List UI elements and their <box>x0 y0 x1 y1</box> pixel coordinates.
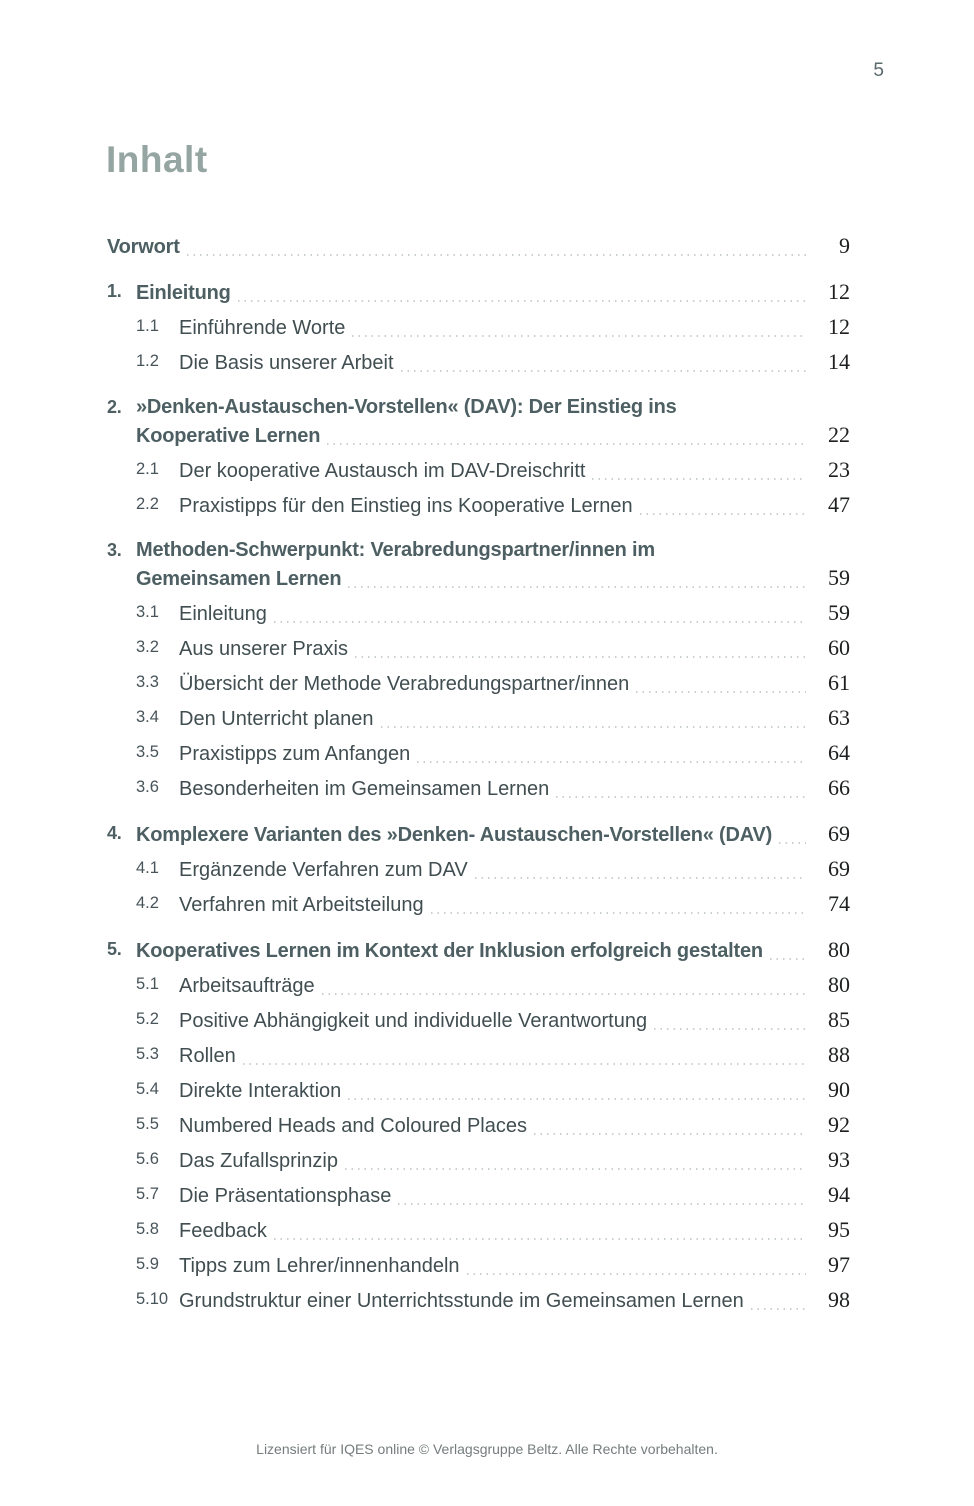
toc-entry-page: 92 <box>828 1112 850 1137</box>
toc-entry-page: 93 <box>828 1147 850 1172</box>
toc-entry-label: Besonderheiten im Gemeinsamen Lernen <box>179 778 550 800</box>
toc-entry-page: 60 <box>828 635 850 660</box>
toc-entry-content <box>179 739 850 768</box>
toc-entry-number: 4. <box>107 823 122 843</box>
toc-entry-line1 <box>136 820 850 849</box>
toc-entry-page: 69 <box>828 821 850 846</box>
dot-leader <box>779 842 806 844</box>
toc-entry-content <box>179 1251 850 1280</box>
toc-entry-label-line2: Kooperative Lernen <box>136 425 321 447</box>
dot-leader <box>348 1098 806 1100</box>
toc-entry-number: 5.6 <box>136 1150 159 1168</box>
toc-entry-line1 <box>136 936 850 965</box>
toc-entry-label: Einleitung <box>179 603 267 625</box>
toc-entry-line1 <box>179 634 850 663</box>
dot-leader <box>238 300 806 302</box>
toc-entry-line1 <box>179 1216 850 1245</box>
toc-entry <box>107 491 850 520</box>
toc-entry <box>107 634 850 663</box>
toc-entry-label: Komplexere Varianten des »Denken- Austauschen-Vorstellen« (DAV) <box>136 824 773 846</box>
toc-entry-content <box>179 855 850 884</box>
toc-entry-line1 <box>179 890 850 919</box>
toc-entry-number: 5.1 <box>136 975 159 993</box>
toc-entry-page: 23 <box>828 457 850 482</box>
toc-entry-number: 5.9 <box>136 1255 159 1273</box>
dot-leader <box>431 912 806 914</box>
toc-entry-number: 2. <box>107 397 122 417</box>
toc-entry-line1 <box>136 537 850 564</box>
toc-entry <box>107 1111 850 1140</box>
toc-entry-line1 <box>136 394 850 421</box>
folio-page-number: 5 <box>873 60 884 81</box>
page-title: Inhalt <box>106 138 208 180</box>
toc-entry-label: Praxistipps zum Anfangen <box>179 743 411 765</box>
toc-entry-line1 <box>179 1111 850 1140</box>
toc-entry-label: »Denken-Austauschen-Vorstellen« (DAV): Der Einstieg ins <box>136 396 677 418</box>
toc-entry-number: 1. <box>107 281 122 301</box>
toc-entry-label: Das Zufallsprinzip <box>179 1150 338 1172</box>
dot-leader <box>327 443 806 445</box>
dot-leader <box>348 586 806 588</box>
toc-entry <box>107 890 850 919</box>
toc-entry <box>107 1076 850 1105</box>
toc-entry-page: 98 <box>828 1287 850 1312</box>
toc-entry-content <box>179 348 850 377</box>
toc-entry-number: 1.1 <box>136 317 159 335</box>
toc-entry-content <box>136 820 850 849</box>
toc-entry-page: 80 <box>828 972 850 997</box>
toc-entry-content <box>179 599 850 628</box>
toc-entry <box>107 278 850 307</box>
dot-leader <box>401 370 806 372</box>
dot-leader <box>640 513 806 515</box>
toc-entry-line1 <box>179 739 850 768</box>
toc-entry-number: 3.5 <box>136 743 159 761</box>
toc-entry <box>107 456 850 485</box>
toc-entry-number: 1.2 <box>136 352 159 370</box>
toc-entry-line1 <box>179 599 850 628</box>
toc-entry-page: 90 <box>828 1077 850 1102</box>
toc-entry-line1 <box>179 1181 850 1210</box>
toc-entry-number: 5. <box>107 939 122 959</box>
toc-entry-page: 74 <box>828 891 850 916</box>
toc-entry <box>107 1181 850 1210</box>
toc-entry-label: Kooperatives Lernen im Kontext der Inklusion erfolgreich gestalten <box>136 940 763 962</box>
toc-entry-number: 5.10 <box>136 1290 169 1308</box>
toc-entry-page: 97 <box>828 1252 850 1277</box>
toc-entry <box>107 348 850 377</box>
toc-entry-content <box>136 537 850 593</box>
dot-leader <box>534 1133 806 1135</box>
toc-entry-content <box>179 1006 850 1035</box>
toc-entry-number: 5.2 <box>136 1010 159 1028</box>
toc-entry-label: Ergänzende Verfahren zum DAV <box>179 859 468 881</box>
dot-leader <box>654 1028 806 1030</box>
toc-entry-label: Der kooperative Austausch im DAV-Dreischritt <box>179 460 586 482</box>
toc-entry-content <box>179 313 850 342</box>
toc-entry <box>107 971 850 1000</box>
toc-entry-number: 5.3 <box>136 1045 159 1063</box>
toc-entry-line1 <box>179 348 850 377</box>
toc-entry-page: 22 <box>828 422 850 447</box>
toc-entry-number: 3.1 <box>136 603 159 621</box>
dot-leader <box>322 993 806 995</box>
toc-entry-label: Den Unterricht planen <box>179 708 374 730</box>
toc-entry-number: 4.1 <box>136 859 159 877</box>
toc-entry-number: 5.8 <box>136 1220 159 1238</box>
toc-entry-page: 9 <box>839 233 850 258</box>
toc-entry <box>107 739 850 768</box>
toc-entry-content <box>179 634 850 663</box>
toc-entry-label: Aus unserer Praxis <box>179 638 348 660</box>
toc-entry-line1 <box>107 232 850 261</box>
toc-entry-label: Vorwort <box>107 236 180 258</box>
toc-entry-label: Grundstruktur einer Unterrichtsstunde im Gemeinsamen Lernen <box>179 1290 744 1312</box>
toc-entry-content <box>179 1041 850 1070</box>
toc-entry-number: 5.5 <box>136 1115 159 1133</box>
toc-entry-label-line2: Gemeinsamen Lernen <box>136 568 342 590</box>
toc-entry-page: 69 <box>828 856 850 881</box>
dot-leader <box>355 656 806 658</box>
dot-leader <box>770 958 806 960</box>
toc-entry-label: Arbeitsaufträge <box>179 975 315 997</box>
toc-entry-line1 <box>136 278 850 307</box>
toc-entry-content <box>179 1146 850 1175</box>
toc-entry-line1 <box>179 1076 850 1105</box>
toc-entry <box>107 855 850 884</box>
toc-entry-label: Die Basis unserer Arbeit <box>179 352 394 374</box>
toc-entry-number: 3. <box>107 540 122 560</box>
toc-entry-page: 80 <box>828 937 850 962</box>
toc-entry <box>107 820 850 849</box>
toc-entry-label: Tipps zum Lehrer/innenhandeln <box>179 1255 460 1277</box>
toc-entry <box>107 704 850 733</box>
toc-entry-content <box>179 456 850 485</box>
toc-entry-line2 <box>136 421 850 450</box>
toc-entry-page: 66 <box>828 775 850 800</box>
toc-entry-page: 61 <box>828 670 850 695</box>
toc-entry-page: 64 <box>828 740 850 765</box>
toc-entry-number: 3.6 <box>136 778 159 796</box>
toc-entry-label: Positive Abhängigkeit und individuelle Verantwortung <box>179 1010 648 1032</box>
toc-entry <box>107 537 850 593</box>
toc-entry-page: 59 <box>828 565 850 590</box>
toc-entry <box>107 1216 850 1245</box>
toc-entry-page: 95 <box>828 1217 850 1242</box>
toc-entry-label: Die Präsentationsphase <box>179 1185 392 1207</box>
footer-license: Lizensiert für IQES online © Verlagsgruppe Beltz. Alle Rechte vorbehalten. <box>256 1441 718 1457</box>
toc-entry-page: 85 <box>828 1007 850 1032</box>
toc-entry-number: 2.1 <box>136 460 159 478</box>
toc-entry-number: 2.2 <box>136 495 159 513</box>
dot-leader <box>751 1308 806 1310</box>
toc-entry-content <box>179 1181 850 1210</box>
toc-entry <box>107 232 850 261</box>
toc-entry-line1 <box>179 971 850 1000</box>
toc-entry-content <box>179 704 850 733</box>
toc-entry-label: Praxistipps für den Einstieg ins Kooperative Lernen <box>179 495 633 517</box>
toc-entry <box>107 774 850 803</box>
toc-entry-line1 <box>179 1286 850 1315</box>
toc-entry-content <box>107 232 850 261</box>
toc-entry <box>107 1251 850 1280</box>
toc-entry-label: Einführende Worte <box>179 317 346 339</box>
toc-entry-label: Verfahren mit Arbeitsteilung <box>179 894 424 916</box>
toc-entry-page: 14 <box>828 349 850 374</box>
toc-entry-line1 <box>179 1006 850 1035</box>
toc-entry-number: 5.4 <box>136 1080 159 1098</box>
dot-leader <box>274 1238 806 1240</box>
toc-entry-line1 <box>179 1251 850 1280</box>
toc-entry-line1 <box>179 1146 850 1175</box>
dot-leader <box>592 478 806 480</box>
toc-entry-number: 4.2 <box>136 894 159 912</box>
toc-list <box>107 232 850 1315</box>
dot-leader <box>398 1203 806 1205</box>
toc-entry <box>107 599 850 628</box>
toc-entry-content <box>136 394 850 450</box>
toc-entry-content <box>136 936 850 965</box>
toc-entry-content <box>179 1076 850 1105</box>
toc-entry-page: 94 <box>828 1182 850 1207</box>
toc-entry-number: 5.7 <box>136 1185 159 1203</box>
toc-entry <box>107 1006 850 1035</box>
dot-leader <box>274 621 806 623</box>
toc-entry-label: Methoden-Schwerpunkt: Verabredungspartner/innen im <box>136 539 655 561</box>
toc-entry-page: 47 <box>828 492 850 517</box>
dot-leader <box>417 761 806 763</box>
toc-entry-line1 <box>179 669 850 698</box>
toc-entry <box>107 936 850 965</box>
toc-entry-page: 12 <box>828 279 850 304</box>
toc-entry-content <box>179 774 850 803</box>
toc-entry-content <box>179 669 850 698</box>
toc-entry-label: Rollen <box>179 1045 236 1067</box>
toc-entry-line1 <box>179 855 850 884</box>
toc-entry-line1 <box>179 456 850 485</box>
toc-entry-label: Übersicht der Methode Verabredungspartner/innen <box>179 673 630 695</box>
dot-leader <box>345 1168 806 1170</box>
dot-leader <box>475 877 806 879</box>
toc-entry-label: Einleitung <box>136 282 231 304</box>
toc-entry-line1 <box>179 1041 850 1070</box>
toc-entry <box>107 1146 850 1175</box>
toc-entry <box>107 313 850 342</box>
toc-entry-line1 <box>179 491 850 520</box>
dot-leader <box>352 335 806 337</box>
dot-leader <box>467 1273 806 1275</box>
toc-entry-page: 12 <box>828 314 850 339</box>
dot-leader <box>187 254 806 256</box>
toc-entry-content <box>179 1286 850 1315</box>
toc-entry-page: 59 <box>828 600 850 625</box>
dot-leader <box>381 726 806 728</box>
dot-leader <box>556 796 806 798</box>
toc-entry-content <box>179 971 850 1000</box>
toc-entry-page: 63 <box>828 705 850 730</box>
toc-entry <box>107 1041 850 1070</box>
toc-entry-label: Direkte Interaktion <box>179 1080 342 1102</box>
toc-entry-number: 3.4 <box>136 708 159 726</box>
toc-entry-content <box>179 890 850 919</box>
toc-entry <box>107 1286 850 1315</box>
toc-entry-number: 3.2 <box>136 638 159 656</box>
toc-entry-label: Feedback <box>179 1220 267 1242</box>
toc-entry-label: Numbered Heads and Coloured Places <box>179 1115 527 1137</box>
toc-entry-line2 <box>136 564 850 593</box>
toc-entry <box>107 669 850 698</box>
toc-entry-line1 <box>179 704 850 733</box>
dot-leader <box>636 691 806 693</box>
toc-entry-number: 3.3 <box>136 673 159 691</box>
toc-entry-content <box>179 1111 850 1140</box>
toc-entry-page: 88 <box>828 1042 850 1067</box>
toc-entry-content <box>179 491 850 520</box>
toc-entry-line1 <box>179 774 850 803</box>
dot-leader <box>243 1063 806 1065</box>
toc-entry-content <box>179 1216 850 1245</box>
toc-entry <box>107 394 850 450</box>
toc-entry-content <box>136 278 850 307</box>
toc-entry-line1 <box>179 313 850 342</box>
